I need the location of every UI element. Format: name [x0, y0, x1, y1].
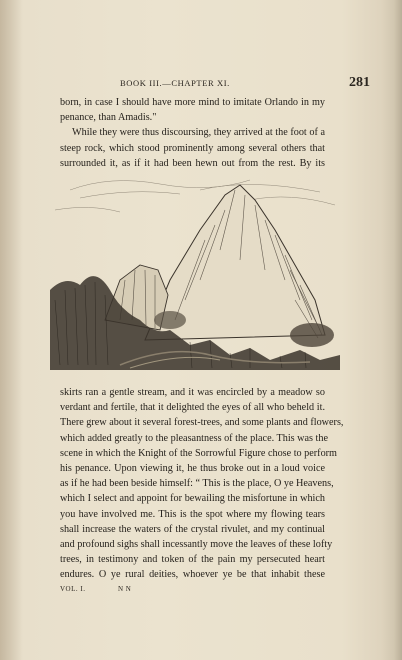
paragraph — [60, 385, 344, 583]
page-number: 281 — [349, 75, 370, 90]
text-line: which I select and appoint for bewailing the misfortune in which — [60, 493, 325, 505]
text-line: and profound sighs shall incessantly move the leaves of these lofty — [60, 539, 333, 551]
rock-landscape-engraving — [50, 170, 340, 370]
text-line: While they were thus discoursing, they arrived at the foot of a — [72, 127, 325, 139]
text-line: steep rock, which stood prominently among several others that — [60, 142, 325, 154]
chapter-heading: BOOK III.—CHAPTER XI. — [120, 78, 230, 88]
volume-label: VOL. I. — [60, 585, 86, 593]
paragraph — [60, 125, 325, 171]
paragraph — [60, 95, 325, 125]
text-line: scene in which the Knight of the Sorrowful Figure chose to perform — [60, 447, 337, 459]
running-head — [52, 75, 370, 92]
gutter-shadow — [0, 0, 22, 660]
text-line: skirts ran a gentle stream, and it was encircled by a meadow so — [60, 387, 325, 398]
text-line: his penance. Upon viewing it, he thus broke out in a loud voice — [60, 463, 325, 475]
text-line: endures. O ye rural deities, whoever ye be that inhabit these — [60, 569, 325, 581]
text-line: surrounded it, as if it had been hewn out from the rest. By its — [60, 157, 325, 169]
text-line: which added greatly to the pleasantness of the place. This was the — [60, 432, 328, 444]
text-line: you have involved me. This is the spot where my flowing tears — [60, 508, 325, 520]
signature-mark: N N — [118, 585, 132, 593]
text-line: verdant and fertile, that it delighted the eyes of all who beheld it. — [60, 402, 325, 414]
text-line: born, in case I should have more mind to imitate Orlando in my — [60, 97, 325, 108]
text-line: as if he had been beside himself: “ This is the place, O ye Heavens, — [60, 478, 334, 490]
page-footer — [60, 585, 325, 597]
text-line: There grew about it several forest-trees, and some plants and flowers, — [60, 417, 344, 429]
bottom-text-block — [60, 385, 344, 583]
page-edge — [394, 0, 402, 660]
text-line: trees, in testimony and token of the pain my persecuted heart — [60, 554, 325, 566]
top-text-block — [60, 95, 325, 171]
text-line: penance, than Amadis." — [60, 112, 157, 124]
text-line: shall increase the waters of the crystal rivulet, and my continual — [60, 523, 325, 535]
